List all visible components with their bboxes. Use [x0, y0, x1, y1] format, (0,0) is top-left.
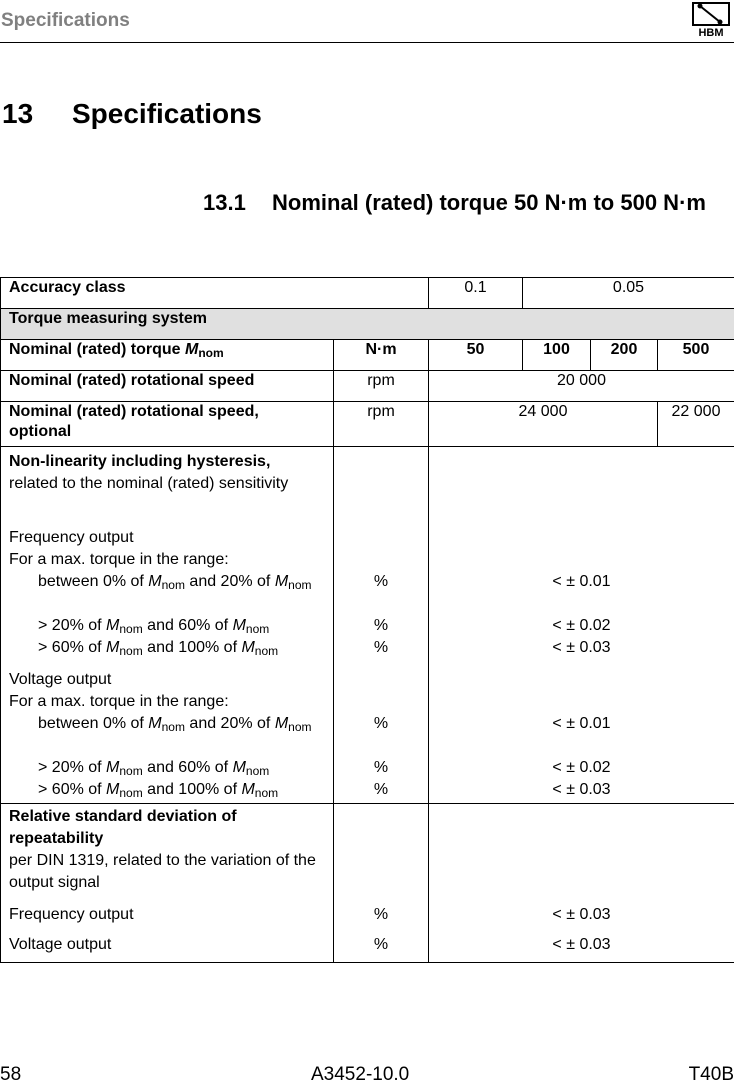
volt-value-1: < ± 0.01 — [552, 715, 611, 732]
freq-value-2: < ± 0.02 — [552, 617, 611, 634]
torque-value-100: 100 — [523, 340, 591, 371]
chapter-heading — [2, 98, 262, 130]
nominal-torque-row — [1, 340, 734, 371]
repeatability-row — [1, 804, 734, 963]
volt-range-2: > 20% of $M_{nom}$ and 60% of $M_{nom}$ — [38, 759, 270, 778]
accuracy-value-2: 0.05 — [523, 278, 734, 309]
section-number: 13.1 — [203, 190, 246, 215]
freq-range: For a max. torque in the range: — [9, 551, 229, 568]
speed-optional-unit: rpm — [334, 402, 429, 447]
document-number: A3452-10.0 — [311, 1064, 410, 1085]
torque-value-500: 500 — [658, 340, 734, 371]
volt-value-2: < ± 0.02 — [552, 759, 611, 776]
volt-range-3: > 60% of $M_{nom}$ and 100% of $M_{nom}$ — [38, 781, 279, 800]
volt-range-1: between 0% of $M_{nom}$ and 20% of $M_{nom}$ — [38, 715, 312, 734]
repeat-freq-unit: % — [373, 906, 389, 923]
hbm-logo — [692, 2, 730, 38]
nonlin-title: Non-linearity including hysteresis, — [9, 453, 271, 470]
freq-value-1: < ± 0.01 — [552, 573, 611, 590]
repeatability-labels — [1, 804, 334, 963]
speed-value: 20 000 — [429, 371, 734, 402]
chapter-number: 13 — [2, 98, 34, 129]
volt-unit-2: % — [373, 759, 389, 776]
spec-table — [0, 277, 734, 963]
nonlinearity-units — [334, 447, 429, 804]
page-number: 58 — [0, 1064, 22, 1085]
logo-text: HBM — [698, 27, 724, 38]
volt-value-3: < ± 0.03 — [552, 781, 611, 798]
speed-optional-label: Nominal (rated) rotational speed, optional — [1, 402, 334, 447]
volt-unit-1: % — [373, 715, 389, 732]
repeat-volt-unit: % — [373, 936, 389, 953]
nonlinearity-row — [1, 447, 734, 804]
repeatability-units — [334, 804, 429, 963]
torque-value-50: 50 — [429, 340, 523, 371]
repeat-volt-label: Voltage output — [9, 936, 112, 953]
nominal-torque-label: Nominal (rated) torque $M_{nom}$ — [1, 340, 334, 371]
freq-unit-3: % — [373, 639, 389, 656]
freq-range-2: > 20% of $M_{nom}$ and 60% of $M_{nom}$ — [38, 617, 270, 636]
nonlinearity-values — [429, 447, 734, 804]
repeatability-values — [429, 804, 734, 963]
speed-optional-row — [1, 402, 734, 447]
freq-range-3: > 60% of $M_{nom}$ and 100% of $M_{nom}$ — [38, 639, 279, 658]
nonlinearity-labels — [1, 447, 334, 804]
speed-label: Nominal (rated) rotational speed — [1, 371, 334, 402]
speed-optional-value-1: 24 000 — [429, 402, 658, 447]
freq-value-3: < ± 0.03 — [552, 639, 611, 656]
nominal-torque-unit: N·m — [334, 340, 429, 371]
repeat-freq-value: < ± 0.03 — [552, 906, 611, 923]
repeat-desc: per DIN 1319, related to the variation of the output signal — [9, 852, 316, 891]
section-title: Nominal (rated) torque 50 N·m to 500 N·m — [272, 190, 706, 215]
repeat-volt-value: < ± 0.03 — [552, 936, 611, 953]
torque-value-200: 200 — [591, 340, 658, 371]
section-row — [1, 309, 734, 340]
nonlin-desc: related to the nominal (rated) sensitivity — [9, 475, 289, 492]
volt-unit-3: % — [373, 781, 389, 798]
volt-range: For a max. torque in the range: — [9, 693, 229, 710]
repeat-title: Relative standard deviation of repeatability — [9, 808, 237, 847]
header-title: Specifications — [1, 10, 130, 31]
freq-unit-2: % — [373, 617, 389, 634]
section-label: Torque measuring system — [1, 309, 734, 340]
repeat-freq-label: Frequency output — [9, 906, 134, 923]
accuracy-row — [1, 278, 734, 309]
page-header — [0, 0, 734, 43]
chapter-title: Specifications — [72, 98, 262, 129]
speed-row — [1, 371, 734, 402]
accuracy-label: Accuracy class — [1, 278, 429, 309]
freq-unit-1: % — [373, 573, 389, 590]
freq-title: Frequency output — [9, 529, 134, 546]
accuracy-value-1: 0.1 — [429, 278, 523, 309]
volt-title: Voltage output — [9, 671, 112, 688]
speed-unit: rpm — [334, 371, 429, 402]
product-name: T40B — [688, 1064, 734, 1085]
speed-optional-value-2: 22 000 — [658, 402, 734, 447]
freq-range-1: between 0% of $M_{nom}$ and 20% of $M_{nom}$ — [38, 573, 312, 592]
